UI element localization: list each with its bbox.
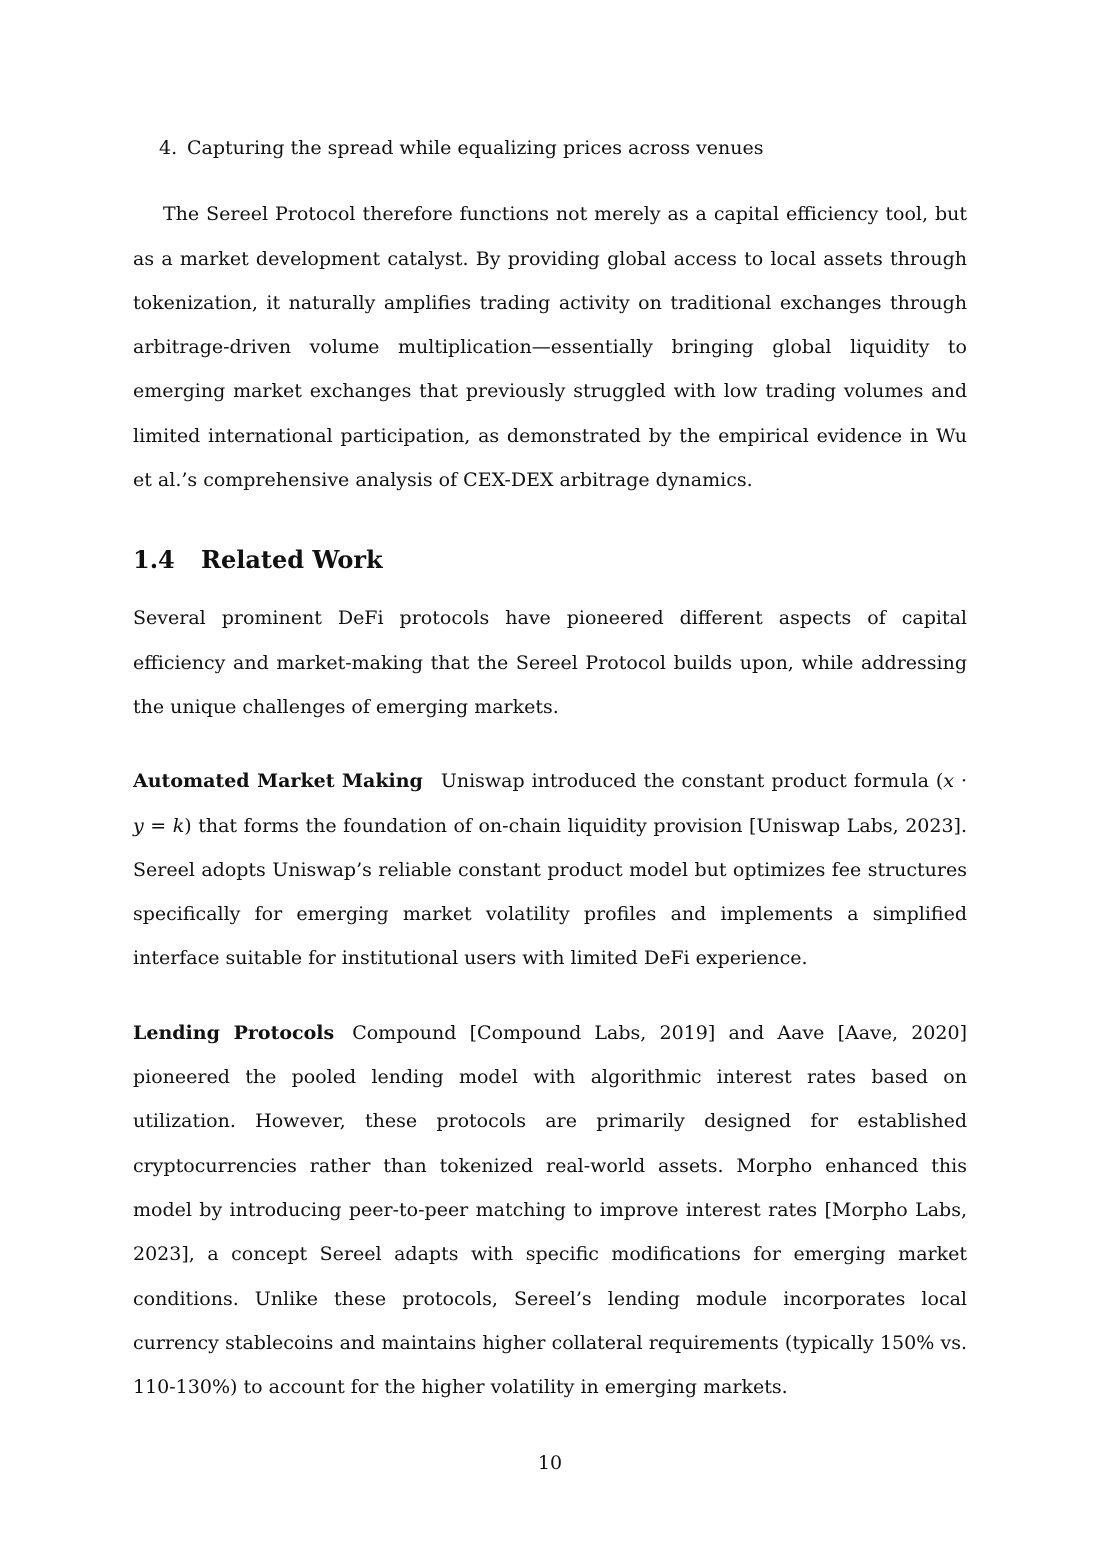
page-number: 10 xyxy=(537,1452,563,1474)
list-item xyxy=(159,126,967,170)
lending-heading: Lending Protocols xyxy=(133,1021,335,1044)
amm-text-before-formula: Uniswap introduced the constant product formula ( xyxy=(440,770,944,793)
constant-product-formula: x · y = k xyxy=(133,770,967,837)
section-number: 1.4 xyxy=(133,545,175,575)
related-work-intro: Several prominent DeFi protocols have pioneered different aspects of capital efficiency and market-making that the Sereel Protocol builds upon, while addressing the unique challenges of emerging markets. xyxy=(133,607,967,718)
amm-paragraph xyxy=(133,759,967,980)
lending-text: Compound [Compound Labs, 2019] and Aave [Aave, 2020] pioneered the pooled lending model with algorithmic interest rates based on utilization. However, these protocols are primarily designed for established cryptocurrencies rather than tokenized real-world assets. Morpho enhanced this model by introducing peer-to-peer matching to improve interest rates [Morpho Labs, 2023], a concept Sereel adapts with specific modifications for emerging market conditions. Unlike these protocols, Sereel’s lending module incorporates local currency stablecoins and maintains higher collateral requirements (typically 150% vs. 110-130%) to account for the higher volatility in emerging markets. xyxy=(133,1021,967,1399)
amm-text-after-formula: ) that forms the foundation of on-chain liquidity provision [Uniswap Labs, 2023]. Sereel adopts Uniswap’s reliable constant product model but optimizes fee structures specifically for emerging market volatility profiles and implements a simplified interface suitable for institutional users with limited DeFi experience. xyxy=(133,814,968,970)
list-item-number: 4. xyxy=(159,137,178,159)
amm-heading: Automated Market Making xyxy=(133,770,423,793)
lending-paragraph xyxy=(133,1011,967,1410)
list-item-text: Capturing the spread while equalizing prices across venues xyxy=(187,137,764,159)
page-body xyxy=(133,126,967,1409)
section-heading xyxy=(133,538,967,582)
intro-paragraph: The Sereel Protocol therefore functions not merely as a capital efficiency tool, but as a market development catalyst. By providing global access to local assets through tokenization, it naturally amplifies trading activity on traditional exchanges through arbitrage-driven volume multiplication—essentially bringing global liquidity to emerging market exchanges that previously struggled with low trading volumes and limited international participation, as demonstrated by the empirical evidence in Wu et al.’s comprehensive analysis of CEX-DEX arbitrage dynamics. xyxy=(133,203,967,492)
section-title: Related Work xyxy=(201,545,383,575)
